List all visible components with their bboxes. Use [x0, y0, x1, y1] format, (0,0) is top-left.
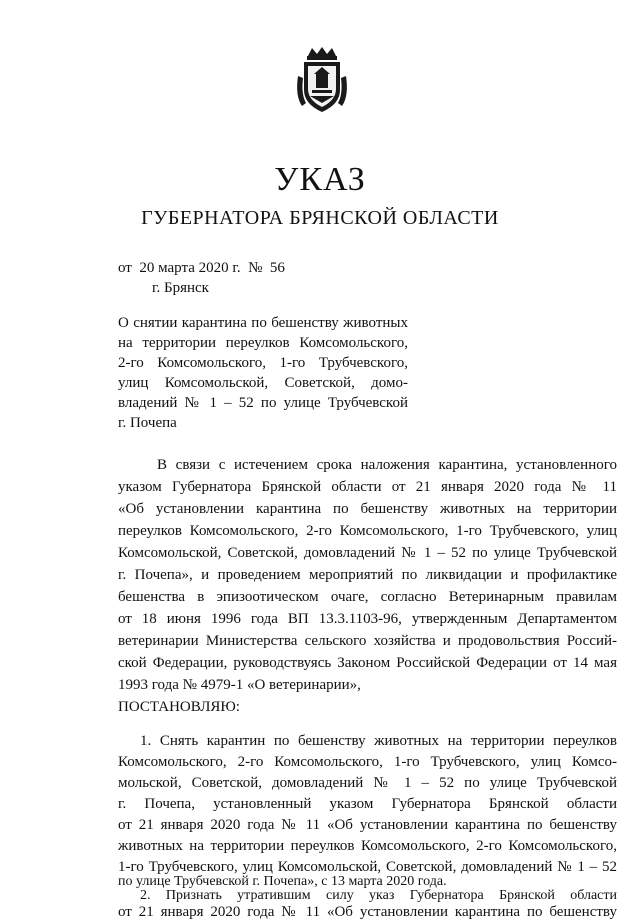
subject-line: владений № 1 – 52 по улице Трубчевской: [118, 395, 408, 411]
subject-line: г. Почепа: [118, 415, 177, 431]
item-2-line: от 21 января 2020 года № 11 «Об установлении карантина по бешенству: [118, 904, 617, 920]
preamble-line: «Об установлении карантина по бешенству животных на территории: [118, 501, 617, 517]
preamble-line: В связи с истечением срока наложения карантина, установленного: [157, 457, 617, 473]
item-1-line: 1. Снять карантин по бешенству животных на территории переулков: [140, 733, 617, 749]
subject-line: улиц Комсомольской, Советской, домо-: [118, 375, 408, 391]
preamble-line: бешенства в эпизоотическом очаге, согласно Ветеринарным правилам: [118, 589, 617, 605]
item-1-line: г. Почепа, установленный указом Губернатора Брянской области: [118, 796, 617, 812]
document-title: УКАЗ: [274, 161, 366, 198]
item-1-line: мольской, Советской, домовладений № 1 – 52 по улице Трубчевской: [118, 775, 617, 791]
coat-of-arms-emblem: [294, 46, 350, 114]
item-1-line: Комсомольского, 2-го Комсомольского, 1-го Трубчевского, улиц Комсо-: [118, 754, 617, 770]
decree-word: ПОСТАНОВЛЯЮ:: [118, 699, 240, 715]
preamble-line: г. Почепа», и проведением мероприятий по ликвидации и профилактике: [118, 567, 617, 583]
preamble-line: 1993 года № 4979-1 «О ветеринарии»,: [118, 677, 361, 693]
preamble-line: переулков Комсомольского, 2-го Комсомольского, 1-го Трубчевского, улиц: [118, 523, 617, 539]
subject-line: 2-го Комсомольского, 1-го Трубчевского,: [118, 355, 408, 371]
preamble-line: указом Губернатора Брянской области от 21 января 2020 года № 11: [118, 479, 617, 495]
preamble-line: ветеринарии Министерства сельского хозяйства и продовольствия Россий-: [118, 633, 617, 649]
item-1-line: по улице Трубчевской г. Почепа», с 13 марта 2020 года.: [118, 874, 447, 889]
subject-line: О снятии карантина по бешенству животных: [118, 315, 408, 331]
subject-line: на территории переулков Комсомольского,: [118, 335, 408, 351]
date-number-line: от 20 марта 2020 г. № 56: [118, 260, 285, 276]
preamble-line: от 18 июня 1996 года ВП 13.3.1103-96, утвержденным Департаментом: [118, 611, 617, 627]
item-1-line: 1-го Трубчевского, улиц Комсомольской, Советской, домовладений № 1 – 52: [118, 859, 617, 875]
item-1-line: от 21 января 2020 года № 11 «Об установлении карантина по бешенству: [118, 817, 617, 833]
item-1-line: животных на территории переулков Комсомольского, 2-го Комсомольского,: [118, 838, 617, 854]
item-2-line: 2. Признать утратившим силу указ Губернатора Брянской области: [140, 888, 617, 903]
preamble-line: Комсомольской, Советской, домовладений № 1 – 52 по улице Трубчевской: [118, 545, 617, 561]
document-subtitle: ГУБЕРНАТОРА БРЯНСКОЙ ОБЛАСТИ: [141, 207, 499, 229]
preamble-line: ской Федерации, руководствуясь Законом Российской Федерации от 14 мая: [118, 655, 617, 671]
city-line: г. Брянск: [152, 280, 209, 296]
